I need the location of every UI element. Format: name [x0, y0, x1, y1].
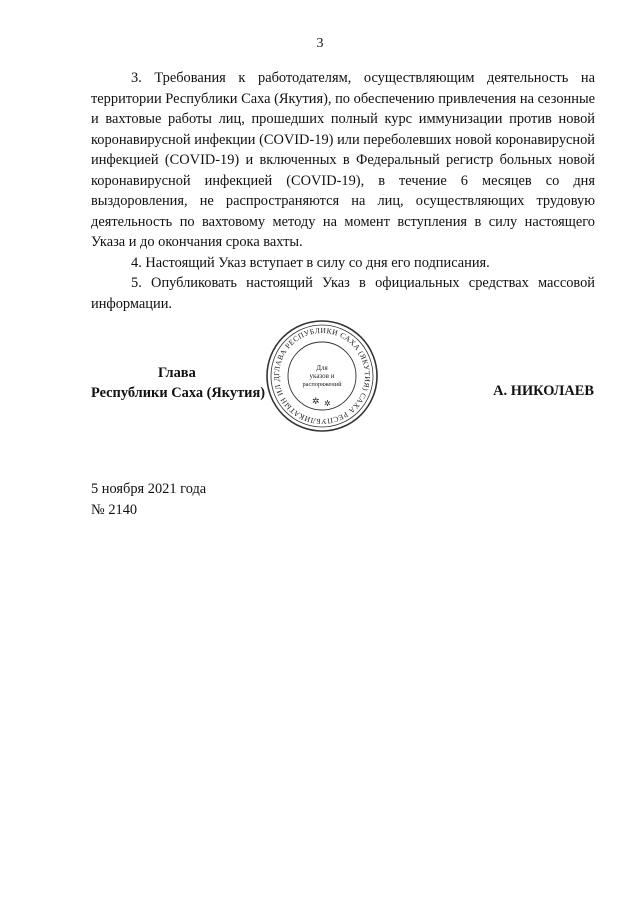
paragraph-4: 4. Настоящий Указ вступает в силу со дня его подписания. — [131, 254, 490, 271]
official-seal — [264, 318, 380, 434]
seal-center-line2: указов и — [309, 372, 335, 380]
signer-name: А. НИКОЛАЕВ — [493, 383, 594, 399]
decree-body — [91, 68, 595, 314]
seal-star-icon: ✲ — [312, 396, 320, 406]
seal-center-line3: распоряжений — [302, 381, 342, 388]
seal-outer-text: ГЛАВА РЕСПУБЛИКИ САХА (ЯКУТИЯ) САХА РЕСПУБЛИКАТЫН ИЛ Д — [271, 325, 373, 427]
signer-title-line2: Республики Саха (Якутия) — [91, 385, 266, 401]
decree-date-block — [91, 479, 206, 521]
decree-date: 5 ноября 2021 года — [91, 481, 207, 497]
signer-title-line1: Глава — [158, 365, 196, 381]
seal-star-icon: ✲ — [324, 399, 331, 408]
paragraph-3: 3. Требования к работодателям, осуществляющим деятельность на территории Республики Саха (Якутия), по обеспечению привлечения на сезонные и вахтовые работы лиц, прошедших полный курс иммунизации против новой коронавирусной инфекции (COVID-19) или переболевших новой коронавирусной инфекцией (COVID-19) и включенных в Федеральный регистр больных новой коронавирусной инфекцией (COVID-19), в течение 6 месяцев со дня выздоровления, не распространяются на лиц, осуществляющих трудовую деятельность по вахтовому методу на момент вступления в силу настоящего Указа и до окончания срока вахты. — [91, 70, 595, 250]
decree-number: № 2140 — [91, 502, 138, 518]
paragraph-5: 5. Опубликовать настоящий Указ в официальных средствах массовой информации. — [91, 275, 595, 312]
page-number: 3 — [316, 36, 324, 51]
seal-center-line1: Для — [316, 364, 328, 372]
